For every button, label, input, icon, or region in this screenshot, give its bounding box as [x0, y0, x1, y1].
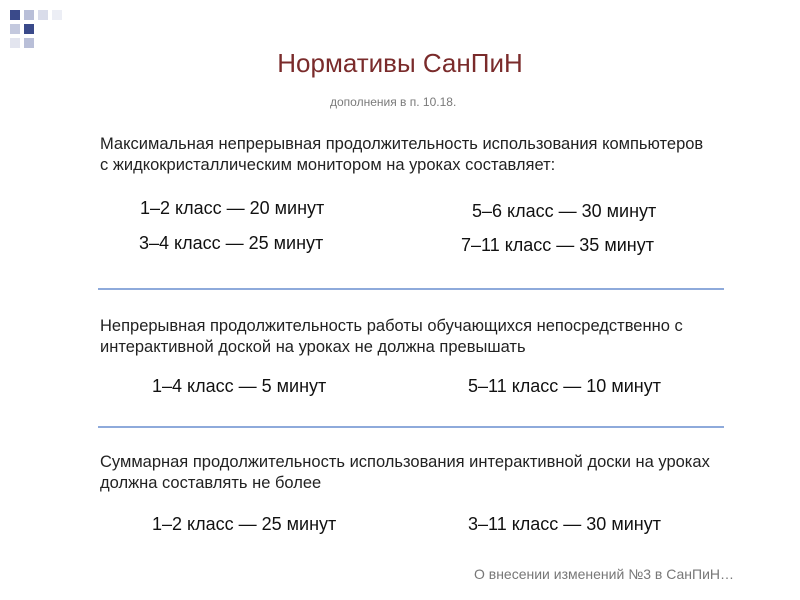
decor-square: [10, 38, 20, 48]
decor-square: [38, 10, 48, 20]
divider: [98, 426, 724, 428]
decor-square: [24, 24, 34, 34]
list-item: 5–11 класс — 10 минут: [468, 376, 661, 396]
section-3-text: Суммарная продолжительность использования интерактивной доски на уроках должна составлять не более: [100, 453, 710, 492]
list-item: 1–2 класс — 25 минут: [152, 514, 337, 534]
decor-square: [10, 10, 20, 20]
divider: [98, 288, 724, 290]
list-item: 1–4 класс — 5 минут: [152, 376, 327, 396]
list-item: 3–11 класс — 30 минут: [468, 514, 661, 534]
decor-square: [52, 10, 62, 20]
list-item: 7–11 класс — 35 минут: [461, 235, 654, 255]
list-item: 5–6 класс — 30 минут: [472, 201, 657, 221]
decor-square: [24, 38, 34, 48]
list-item: 1–2 класс — 20 минут: [140, 198, 325, 218]
page-title: Нормативы СанПиН: [277, 48, 523, 78]
decor-square: [10, 24, 20, 34]
page-subtitle: дополнения в п. 10.18.: [330, 95, 457, 109]
footer-caption: О внесении изменений №3 в СанПиН…: [473, 566, 734, 582]
section-2-text: Непрерывная продолжительность работы обучающихся непосредственно с интерактивной доской на уроках не должна превышать: [100, 317, 683, 356]
section-1-text: Максимальная непрерывная продолжительность использования компьютеров с жидкокристаллическим монитором на уроках составляет:: [100, 135, 704, 174]
list-item: 3–4 класс — 25 минут: [139, 233, 324, 253]
decor-square: [24, 10, 34, 20]
